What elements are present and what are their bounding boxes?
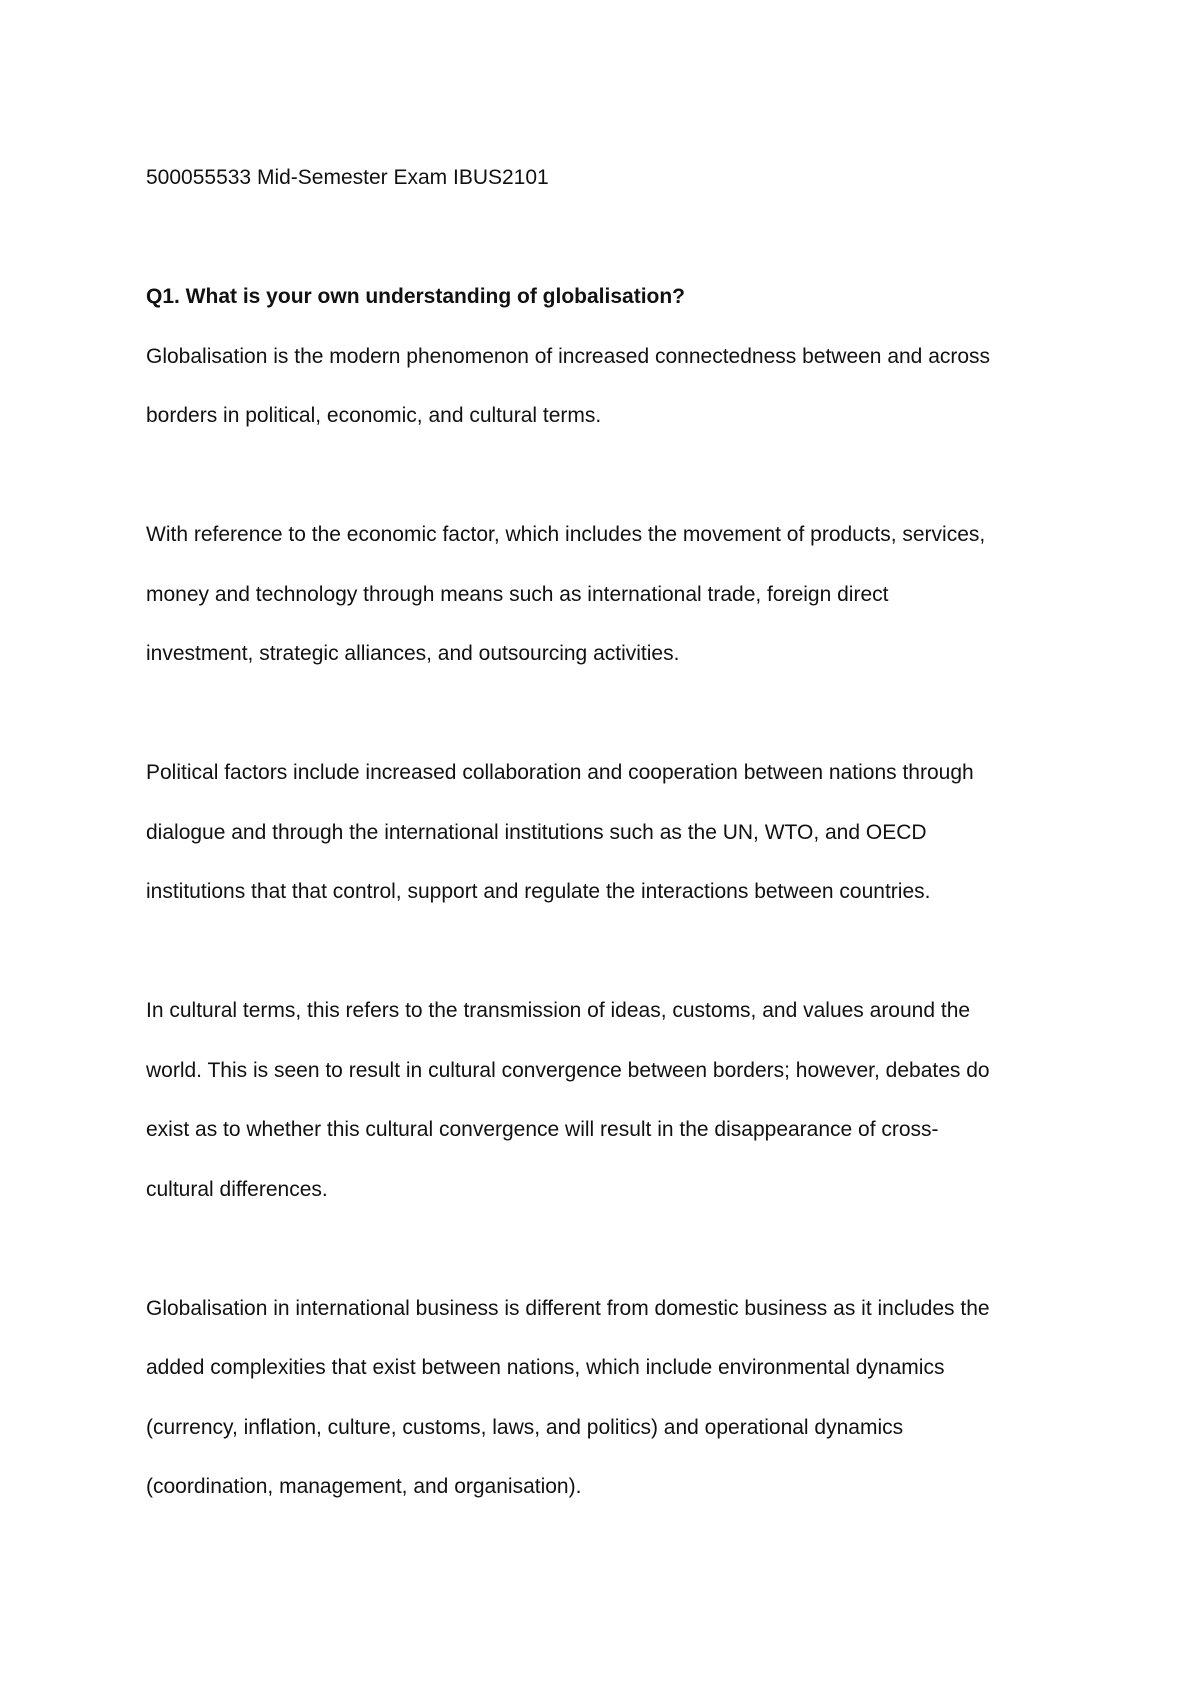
paragraph-economic bbox=[146, 505, 1076, 684]
paragraph-cultural bbox=[146, 981, 1076, 1219]
paragraph-line: Globalisation in international business is different from domestic business as it includes the bbox=[146, 1296, 990, 1320]
paragraph-line: (coordination, management, and organisation). bbox=[146, 1475, 582, 1498]
paragraph-line: institutions that that control, support and regulate the interactions between countries. bbox=[146, 880, 931, 903]
paragraph-line: Political factors include increased collaboration and cooperation between nations through bbox=[146, 761, 974, 784]
document-header: 500055533 Mid-Semester Exam IBUS2101 bbox=[146, 166, 549, 189]
paragraph-line: added complexities that exist between nations, which include environmental dynamics bbox=[146, 1356, 945, 1379]
paragraph-line: money and technology through means such as international trade, foreign direct bbox=[146, 582, 889, 606]
paragraph-political bbox=[146, 743, 1076, 922]
document-body bbox=[146, 148, 1076, 1517]
question-heading: Q1. What is your own understanding of globalisation? bbox=[146, 285, 686, 308]
paragraph-line: dialogue and through the international institutions such as the UN, WTO, and OECD bbox=[146, 820, 927, 844]
paragraph-line: Globalisation is the modern phenomenon of increased connectedness between and across bbox=[146, 344, 991, 368]
spacer bbox=[146, 208, 1076, 268]
paragraph-line: In cultural terms, this refers to the transmission of ideas, customs, and values around the bbox=[146, 999, 971, 1022]
paragraph-line: borders in political, economic, and cultural terms. bbox=[146, 404, 602, 427]
paragraph-line: cultural differences. bbox=[146, 1177, 328, 1201]
paragraph-line: investment, strategic alliances, and outsourcing activities. bbox=[146, 642, 680, 665]
paragraph-line: (currency, inflation, culture, customs, laws, and politics) and operational dynamics bbox=[146, 1415, 904, 1439]
paragraph-international-business bbox=[146, 1279, 1076, 1517]
paragraph-line: exist as to whether this cultural convergence will result in the disappearance of cross- bbox=[146, 1118, 939, 1141]
paragraph-line: With reference to the economic factor, which includes the movement of products, services, bbox=[146, 523, 986, 546]
paragraph-definition bbox=[146, 327, 1076, 446]
paragraph-line: world. This is seen to result in cultural convergence between borders; however, debates do bbox=[146, 1058, 990, 1082]
